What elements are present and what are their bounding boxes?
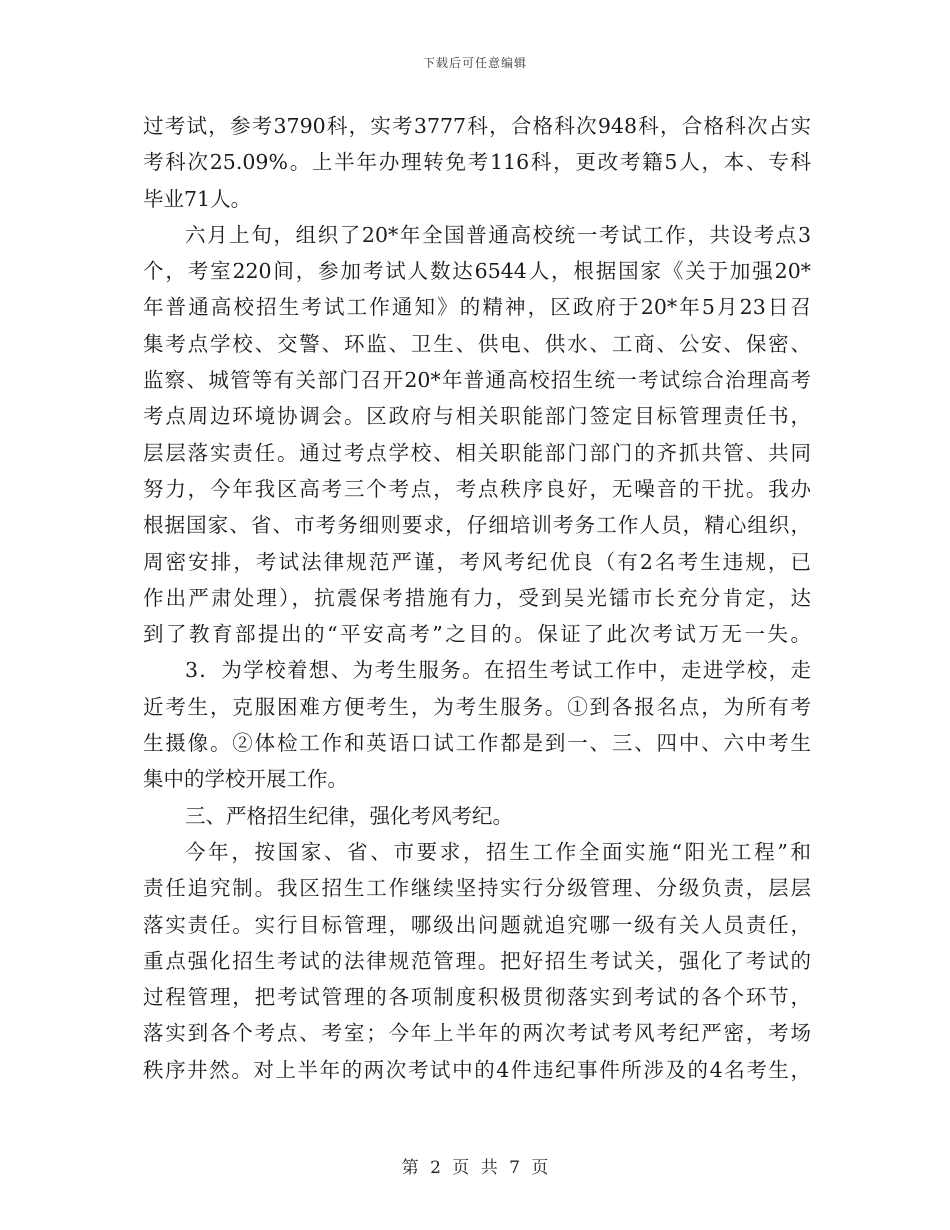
- text-line: 努力，今年我区高考三个考点，考点秩序良好，无噪音的干扰。我办: [143, 476, 811, 501]
- text-line: 过考试，参考3790科，实考3777科，合格科次948科，合格科次占实: [143, 114, 811, 138]
- text-line: 生摄像。②体检工作和英语口试工作都是到一、三、四中、六中考生: [143, 731, 811, 756]
- text-line: 六月上旬，组织了20*年全国普通高校统一考试工作，共设考点3: [185, 222, 811, 247]
- text-line: 年普通高校招生考试工作通知》的精神，区政府于20*年5月23日召: [143, 295, 811, 320]
- text-line: 重点强化招生考试的法律规范管理。把好招生考试关，强化了考试的: [143, 948, 811, 973]
- text-line: 周密安排，考试法律规范严谨，考风考纪优良（有2名考生违规，已: [143, 549, 811, 574]
- text-line: 毕业71人。: [143, 186, 252, 211]
- text-line: 过程管理，把考试管理的各项制度积极贯彻落实到考试的各个环节，: [143, 985, 811, 1010]
- text-line: 到了教育部提出的“平安高考”之目的。保证了此次考试万无一失。: [143, 622, 811, 647]
- text-line: 落实责任。实行目标管理，哪级出问题就追究哪一级有关人员责任，: [143, 912, 811, 937]
- text-line: 作出严肃处理），抗震保考措施有力，受到吴光镭市长充分肯定，达: [143, 585, 811, 610]
- text-line: 3．为学校着想、为考生服务。在招生考试工作中，走进学校，走: [185, 658, 811, 683]
- text-line: 考点周边环境协调会。区政府与相关职能部门签定目标管理责任书，: [143, 404, 811, 429]
- text-line: 根据国家、省、市考务细则要求，仔细培训考务工作人员，精心组织，: [143, 513, 811, 538]
- text-line: 今年，按国家、省、市要求，招生工作全面实施“阳光工程”和: [185, 839, 811, 864]
- text-line: 秩序井然。对上半年的两次考试中的4件违纪事件所涉及的4名考生，: [143, 1057, 811, 1082]
- text-line: 集中的学校开展工作。: [143, 767, 348, 792]
- text-line: 近考生，克服困难方便考生，为考生服务。①到各报名点，为所有考: [143, 694, 811, 719]
- text-line: 责任追究制。我区招生工作继续坚持实行分级管理、分级负责，层层: [143, 876, 811, 901]
- page-header: 下载后可任意编辑: [422, 56, 527, 70]
- text-line: 监察、城管等有关部门召开20*年普通高校招生统一考试综合治理高考: [143, 368, 811, 393]
- text-line: 集考点学校、交警、环监、卫生、供电、供水、工商、公安、保密、: [143, 331, 811, 356]
- text-line: 三、严格招生纪律，强化考风考纪。: [185, 803, 513, 828]
- text-line: 层层落实责任。通过考点学校、相关职能部门部门的齐抓共管、共同: [143, 440, 811, 465]
- text-line: 落实到各个考点、考室；今年上半年的两次考试考风考纪严密，考场: [143, 1021, 811, 1046]
- text-line: 考科次25.09%。上半年办理转免考116科，更改考籍5人，本、专科: [143, 150, 811, 175]
- document-body: [143, 108, 811, 1088]
- text-line: 个，考室220间，参加考试人数达6544人，根据国家《关于加强20*: [143, 259, 811, 284]
- page-number-footer: 第 2 页 共 7 页: [401, 1158, 549, 1178]
